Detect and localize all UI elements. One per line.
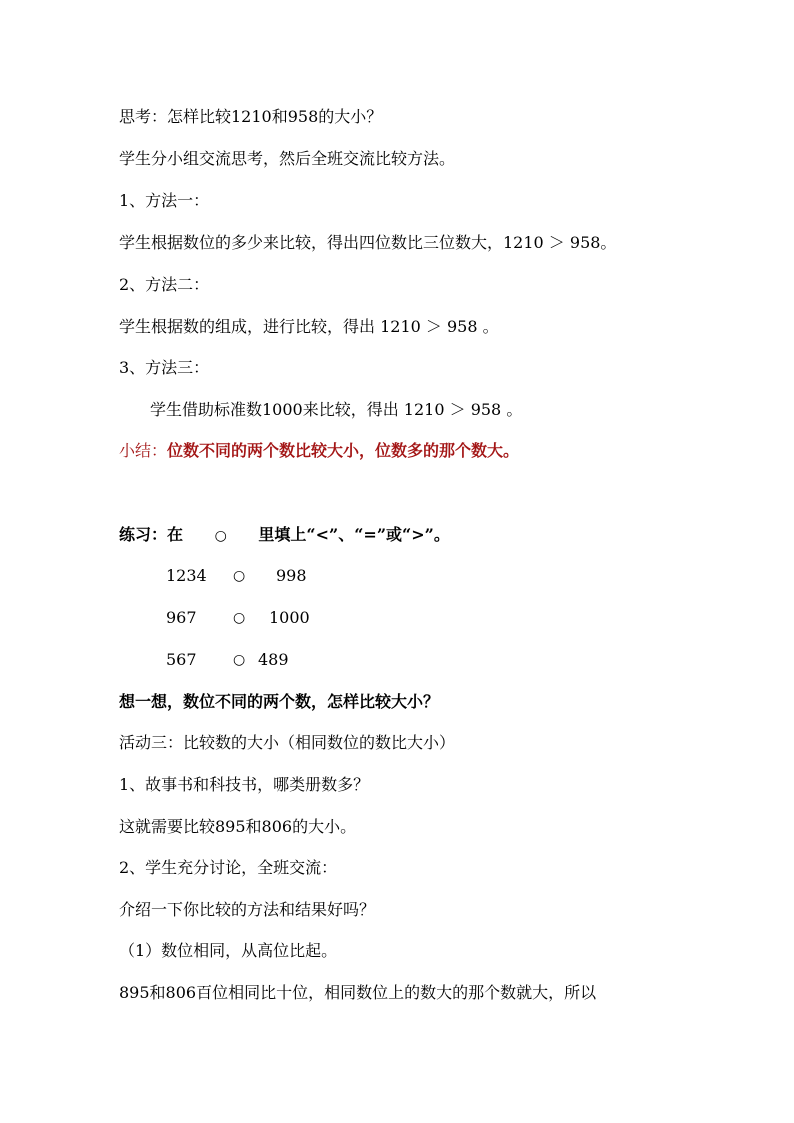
think-again-heading: 想一想，数位不同的两个数，怎样比较大小？ [119, 692, 440, 711]
blank-circle-icon[interactable]: ○ [233, 652, 246, 668]
method-three-text: 学生借助标准数1000来比较，得出 1210 ＞ 958 。 [150, 400, 523, 419]
exercise-right-number: 1000 [269, 608, 310, 627]
method-three-title: 3、方法三： [119, 358, 210, 377]
method-two-text: 学生根据数的组成，进行比较，得出 1210 ＞ 958 。 [119, 317, 499, 336]
method-one-title: 1、方法一： [119, 191, 210, 210]
exercise-left-number: 967 [166, 608, 197, 627]
exercise-instruction [119, 525, 450, 546]
method-two-title: 2、方法二： [119, 275, 210, 294]
blank-circle-icon[interactable]: ○ [233, 568, 246, 584]
think-question: 思考：怎样比较1210和958的大小？ [119, 107, 383, 126]
point-one: （1）数位相同，从高位比起。 [119, 941, 338, 960]
point-one-text: 895和806百位相同比十位，相同数位上的数大的那个数就大，所以 [119, 983, 597, 1002]
exercise-left-number: 567 [166, 650, 197, 669]
group-discussion: 学生分小组交流思考，然后全班交流比较方法。 [119, 149, 456, 168]
activity-three-title: 活动三：比较数的大小（相同数位的数比大小） [119, 733, 456, 752]
method-one-text: 学生根据数位的多少来比较，得出四位数比三位数大，1210 ＞ 958。 [119, 233, 617, 252]
question-two: 2、学生充分讨论，全班交流： [119, 858, 338, 877]
question-one: 1、故事书和科技书，哪类册数多？ [119, 775, 370, 794]
summary-label: 小结： [119, 441, 168, 460]
exercise-right-number: 489 [258, 650, 289, 669]
exercise-circle-icon: ○ [214, 528, 227, 544]
question-one-text: 这就需要比较895和806的大小。 [119, 817, 357, 836]
summary-line [119, 441, 519, 461]
summary-text: 位数不同的两个数比较大小，位数多的那个数大。 [167, 441, 520, 460]
blank-circle-icon[interactable]: ○ [233, 610, 246, 626]
exercise-symbols: 里填上“<”、“=”或“>”。 [258, 525, 450, 544]
exercise-left-number: 1234 [166, 566, 207, 585]
exercise-label: 练习：在 [119, 525, 184, 544]
question-two-text: 介绍一下你比较的方法和结果好吗？ [119, 900, 376, 919]
exercise-right-number: 998 [276, 566, 307, 585]
